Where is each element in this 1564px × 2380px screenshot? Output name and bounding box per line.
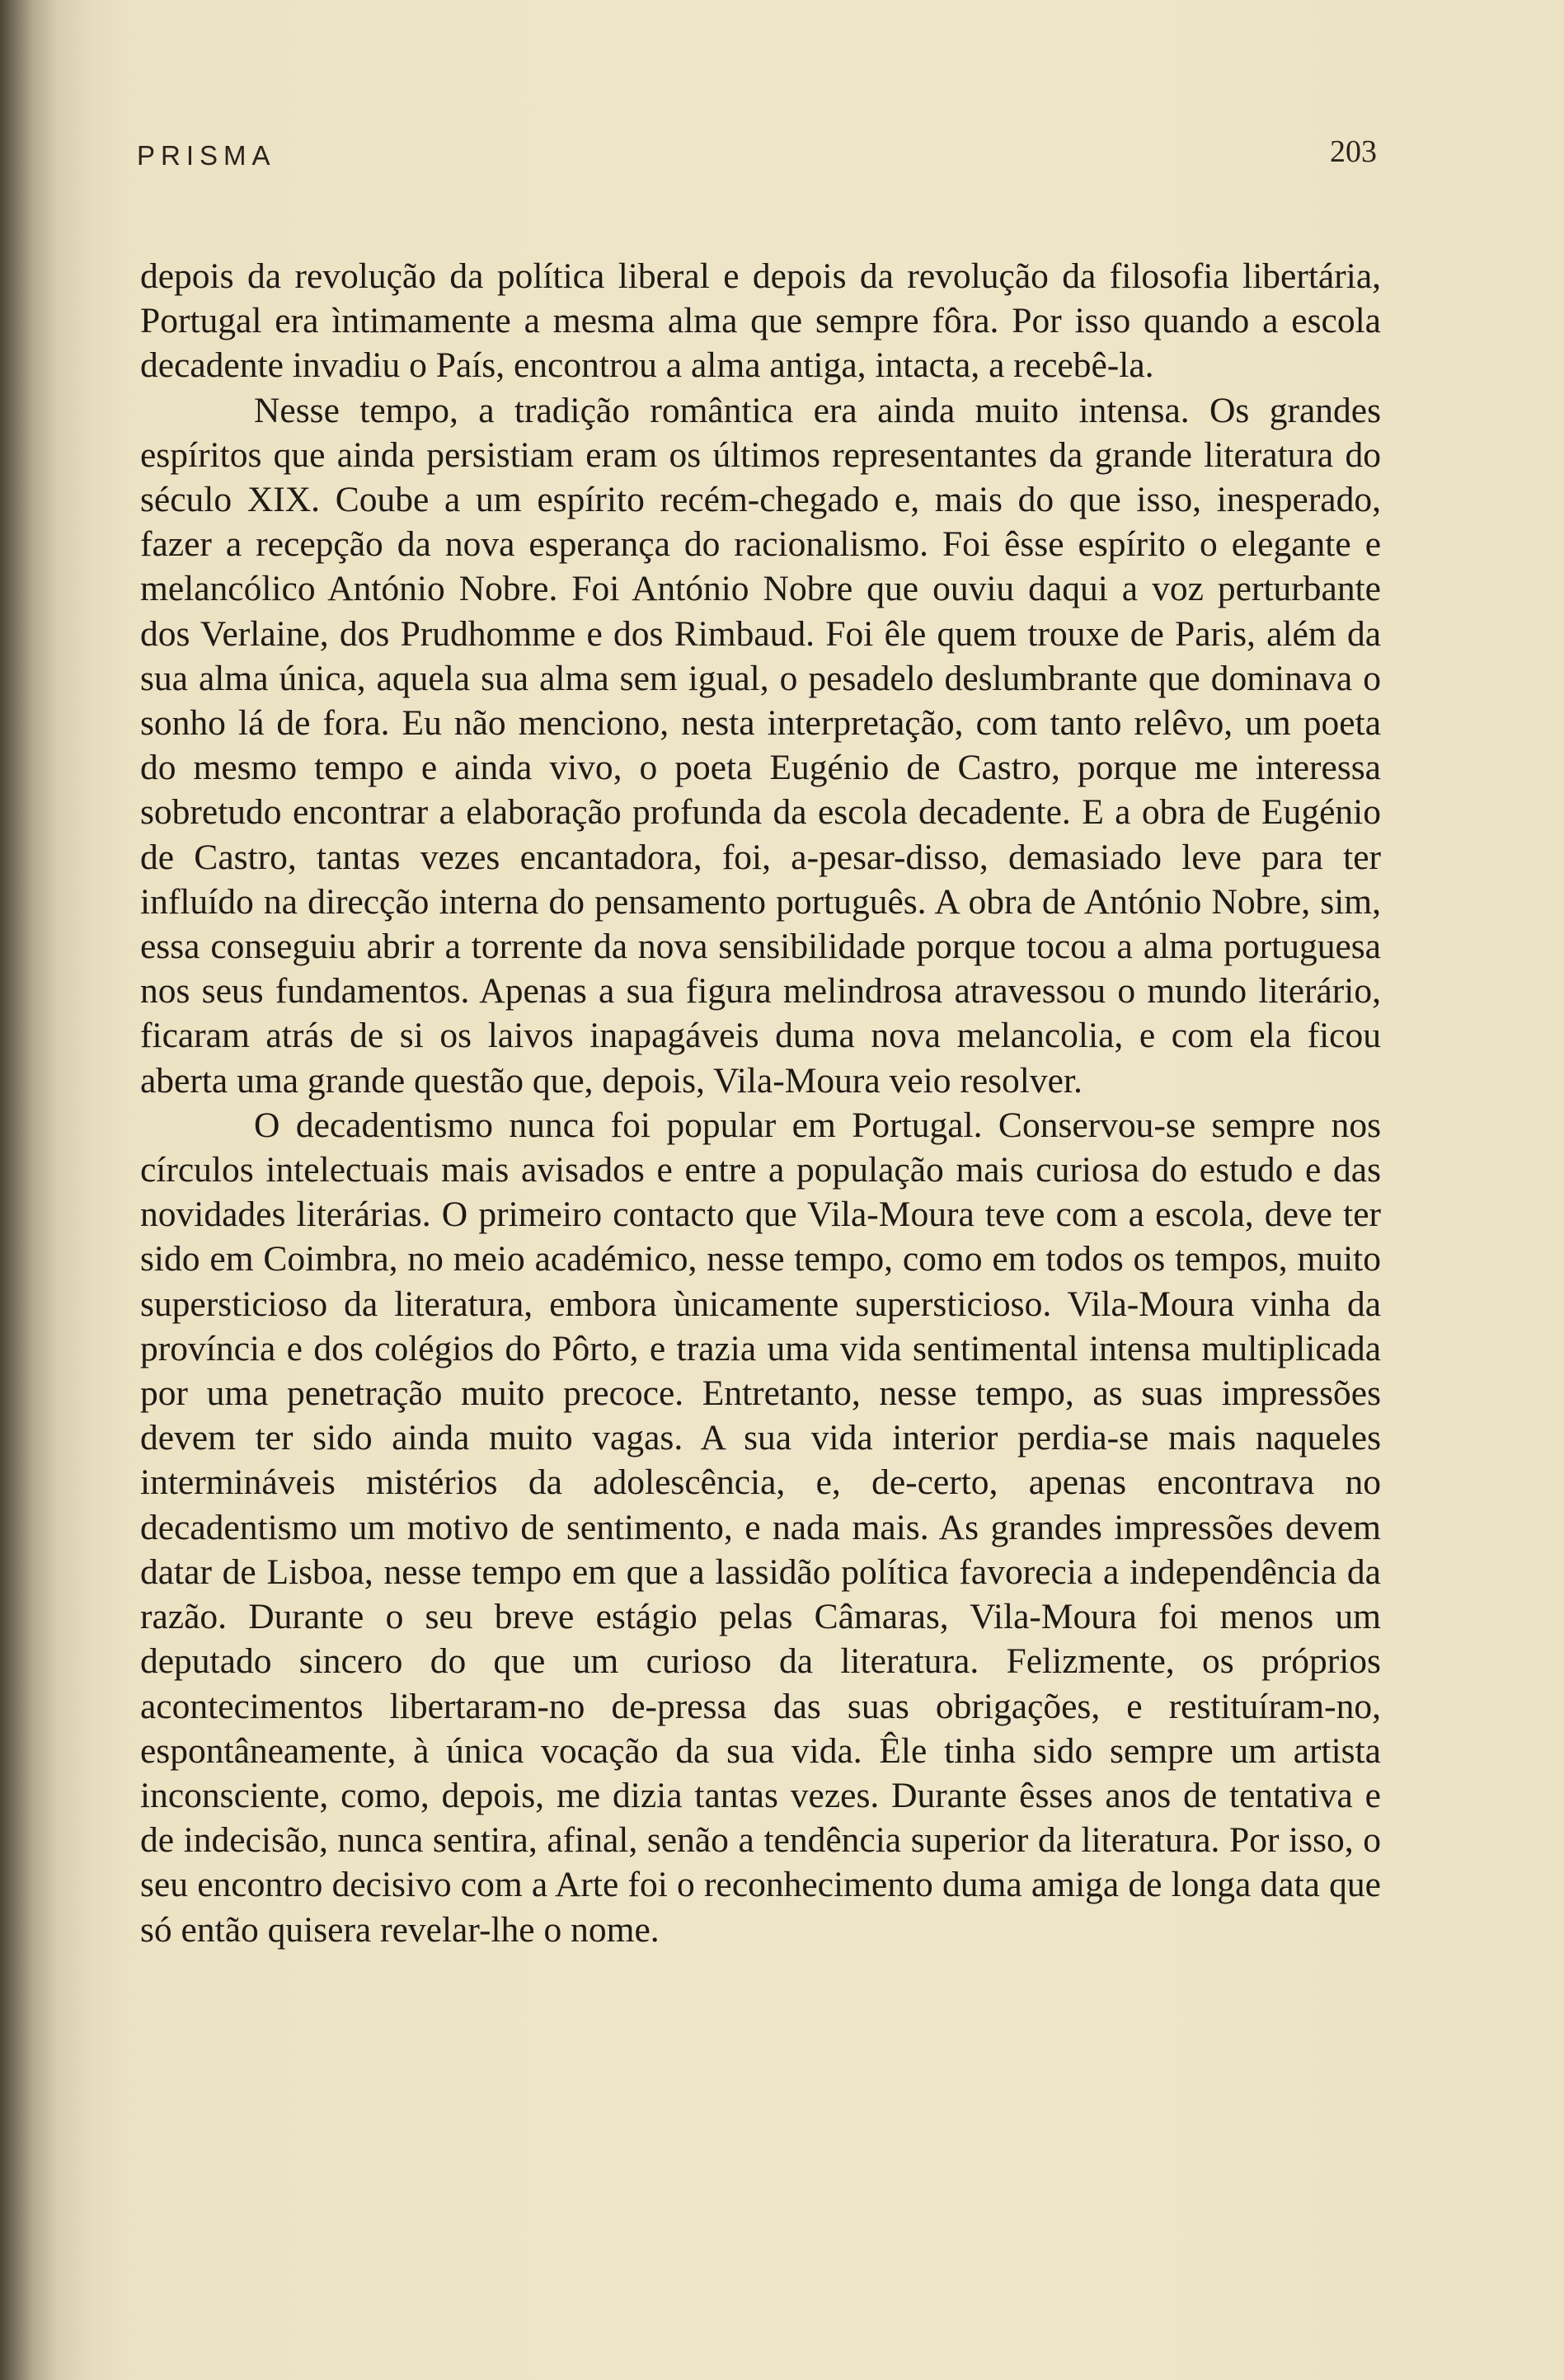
paragraph-2: Nesse tempo, a tradição romântica era ainda muito intensa. Os grandes espíritos que ainda persistiam eram os últimos representantes da grande literatura do século XIX. Coube a um espírito recém-chegado e, mais do que isso, inesperado, fazer a recepção da nova esperança do racionalismo. Foi êsse espírito o elegante e melancólico António Nobre. Foi António Nobre que ouviu daqui a voz perturbante dos Verlaine, dos Prudhomme e dos Rimbaud. Foi êle quem trouxe de Paris, além da sua alma única, aquela sua alma sem igual, o pesadelo deslumbrante que dominava o sonho lá de fora. Eu não menciono, nesta interpretação, com tanto relêvo, um poeta do mesmo tempo e ainda vivo, o poeta Eugénio de Castro, porque me interessa sobretudo encontrar a elaboração profunda da escola decadente. E a obra de Eugénio de Castro, tantas vezes encantadora, foi, a-pesar-disso, demasiado leve para ter influído na direcção interna do pensamento português. A obra de António Nobre, sim, essa conseguiu abrir a torrente da nova sensibilidade porque tocou a alma portuguesa nos seus fundamentos. Apenas a sua figura melindrosa atravessou o mundo literário, ficaram atrás de si os laivos inapagáveis duma nova melancolia, e com ela ficou aberta uma grande questão que, depois, Vila-Moura veio resolver. [140,390,1381,1101]
running-title: PRISMA [137,140,276,171]
page-header [137,132,1377,181]
body-text [140,254,1381,1952]
paragraph-3: O decadentismo nunca foi popular em Portugal. Conservou-se sempre nos círculos intelectuais mais avisados e entre a população mais curiosa do estudo e das novidades literárias. O primeiro contacto que Vila-Moura teve com a escola, deve ter sido em Coimbra, no meio académico, nesse tempo, como em todos os tempos, muito supersticioso da literatura, embora ùnicamente supersticioso. Vila-Moura vinha da província e dos colégios do Pôrto, e trazia uma vida sentimental intensa multiplicada por uma penetração muito precoce. Entretanto, nesse tempo, as suas impressões devem ter sido ainda muito vagas. A sua vida interior perdia-se mais naqueles intermináveis mistérios da adolescência, e, de-certo, apenas encontrava no decadentismo um motivo de sentimento, e nada mais. As grandes impressões devem datar de Lisboa, nesse tempo em que a lassidão política favorecia a independência da razão. Durante o seu breve estágio pelas Câmaras, Vila-Moura foi menos um deputado sincero do que um curioso da literatura. Felizmente, os próprios acontecimentos libertaram-no de-pressa das suas obrigações, e restituíram-no, espontâneamente, à única vocação da sua vida. Êle tinha sido sempre um artista inconsciente, como, depois, me dizia tantas vezes. Durante êsses anos de tentativa e de indecisão, nunca sentira, afinal, senão a tendência superior da literatura. Por isso, o seu encontro decisivo com a Arte foi o reconhecimento duma amiga de longa data que só então quisera revelar-lhe o nome. [140,1105,1381,1950]
page-number: 203 [1330,134,1377,169]
paragraph-1: depois da revolução da política liberal e depois da revolução da filosofia libertária, Portugal era ìntimamente a mesma alma que sempre fôra. Por isso quando a escola decadente invadiu o País, encontrou a alma antiga, intacta, a recebê-la. [140,256,1381,386]
